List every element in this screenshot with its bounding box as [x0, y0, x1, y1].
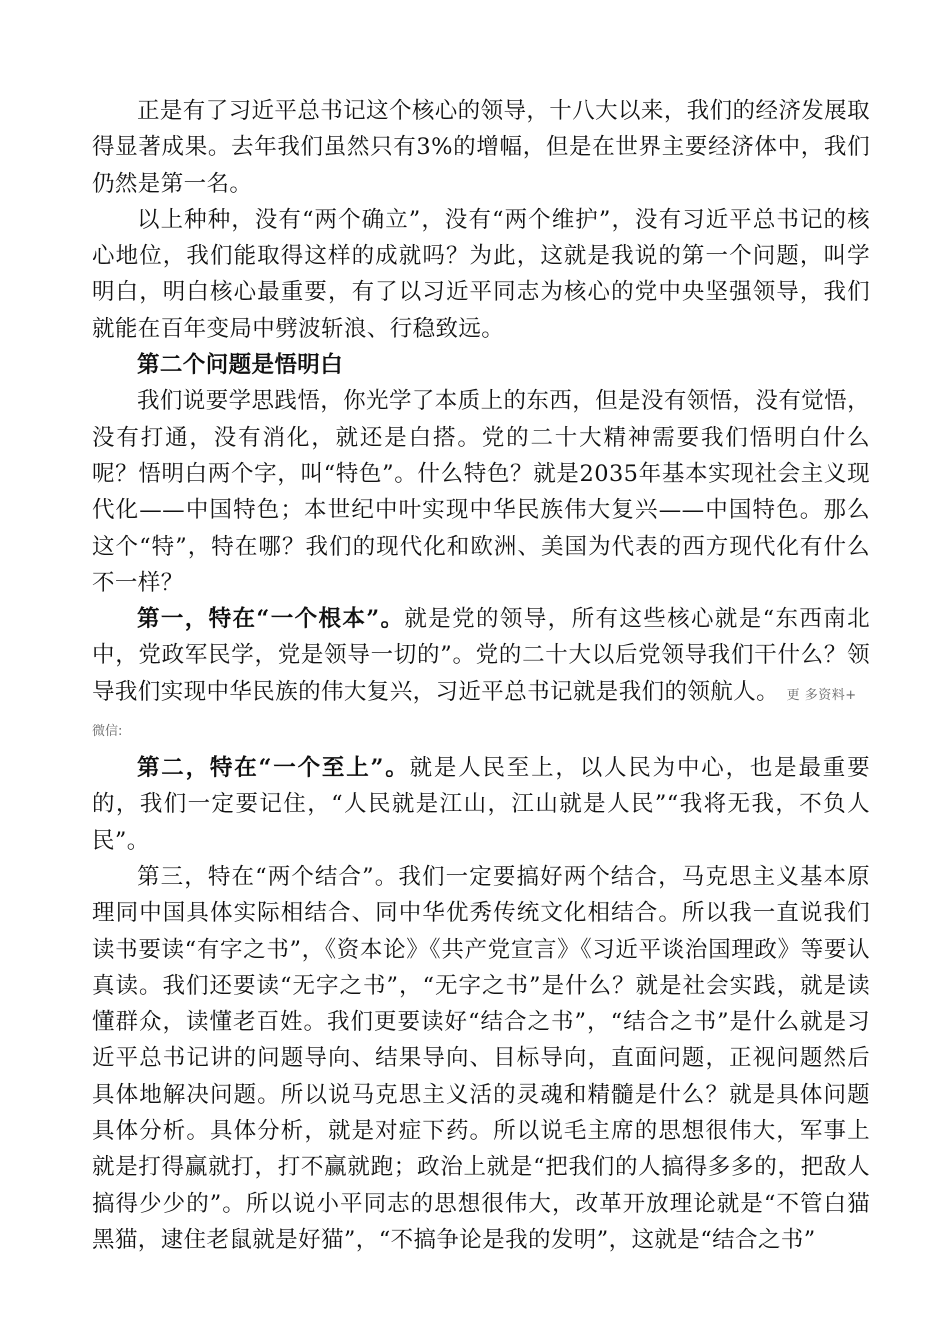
paragraph-1 [92, 93, 870, 202]
paragraph-4-text: 就是党的领导，所有这些核心就是“东西南北中，党政军民学，党是领导一切的”。党的二十大以后党领导我们干什么？领导我们实现中华民族的伟大复兴，习近平总书记就是我们的领航人。 [92, 606, 870, 705]
document-page [92, 93, 870, 1258]
paragraph-6 [92, 859, 870, 1258]
paragraph-5-text: 就是人民至上，以人民为中心，也是最重要的，我们一定要记住，“人民就是江山，江山就是人民”“我将无我，不负人民”。 [92, 755, 871, 854]
paragraph-4 [92, 601, 870, 714]
paragraph-3-text: 我们说要学思践悟，你光学了本质上的东西，但是没有领悟，没有觉悟，没有打通，没有消化，就还是白搭。党的二十大精神需要我们悟明白什么呢？悟明白两个字，叫“特色”。什么特色？就是2035年基本实现社会主义现代化——中国特色；本世纪中叶实现中华民族伟大复兴——中国特色。那么这个“特”，特在哪？我们的现代化和欧洲、美国为代表的西方现代化有什么不一样？ [92, 388, 870, 596]
paragraph-3 [92, 383, 870, 601]
paragraph-2 [92, 202, 870, 347]
promo-note-line-text: 微信: [92, 724, 123, 740]
section-heading-text: 第二个问题是悟明白 [137, 352, 344, 379]
promo-note-line [92, 714, 870, 750]
paragraph-5 [92, 750, 870, 859]
paragraph-2-text: 以上种种，没有“两个确立”，没有“两个维护”，没有习近平总书记的核心地位，我们能取得这样的成就吗？为此，这就是我说的第一个问题，叫学明白，明白核心最重要，有了以习近平同志为核心的党中央坚强领导，我们就能在百年变局中劈波斩浪、行稳致远。 [92, 206, 870, 342]
promo-note: 更 多资料+ [786, 687, 857, 703]
paragraph-4-lead: 第一，特在“一个根本”。 [137, 606, 405, 633]
paragraph-1-text: 正是有了习近平总书记这个核心的领导，十八大以来，我们的经济发展取得显著成果。去年我们虽然只有3%的增幅，但是在世界主要经济体中，我们仍然是第一名。 [92, 98, 870, 197]
paragraph-5-lead: 第二，特在“一个至上”。 [137, 755, 410, 782]
paragraph-6-text: 第三，特在“两个结合”。我们一定要搞好两个结合，马克思主义基本原理同中国具体实际相结合、同中华优秀传统文化相结合。所以我一直说我们读书要读“有字之书”，《资本论》《共产党宣言》《习近平谈治国理政》等要认真读。我们还要读“无字之书”，“无字之书”是什么？就是社会实践，就是读懂群众，读懂老百姓。我们更要读好“结合之书”，“结合之书”是什么就是习近平总书记讲的问题导向、结果导向、目标导向，直面问题，正视问题然后具体地解决问题。所以说马克思主义活的灵魂和精髓是什么？就是具体问题具体分析。具体分析，就是对症下药。所以说毛主席的思想很伟大，军事上就是打得赢就打，打不赢就跑；政治上就是“把我们的人搞得多多的，把敌人搞得少少的”。所以说小平同志的思想很伟大，改革开放理论就是“不管白猫黑猫，逮住老鼠就是好猫”，“不搞争论是我的发明”，这就是“结合之书” [92, 863, 870, 1253]
section-heading [92, 347, 870, 383]
